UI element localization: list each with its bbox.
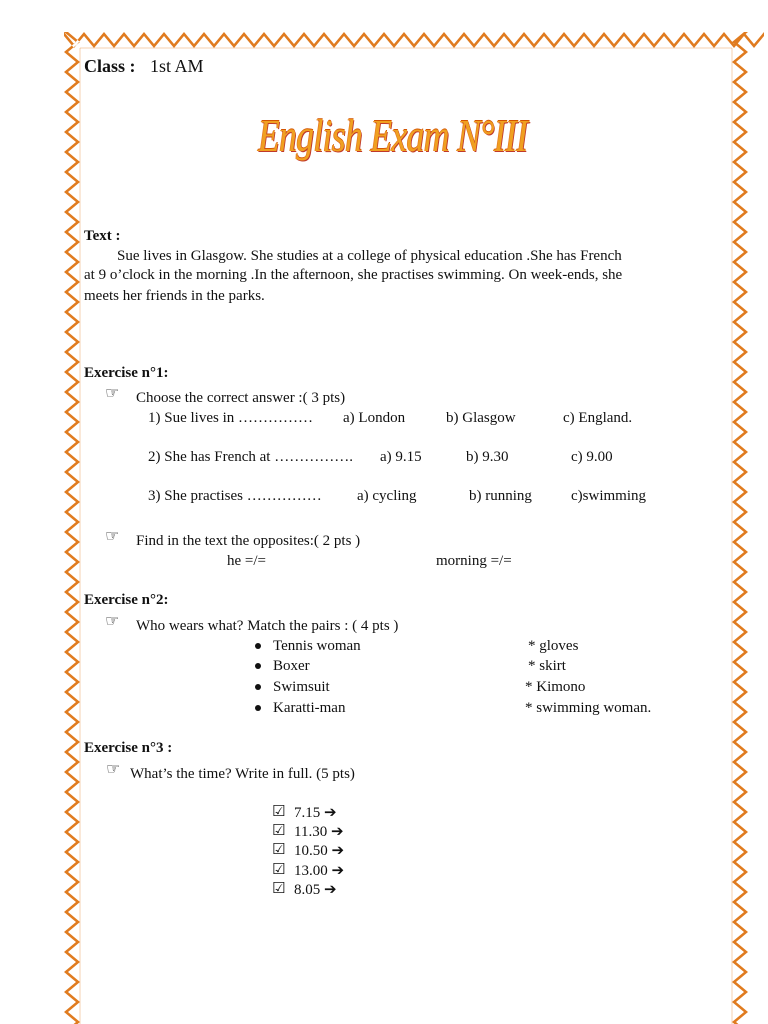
time-item: 7.15 ➔ [294,805,337,821]
class-label: Class : [84,56,136,76]
question-2-option-c: c) 9.00 [571,449,613,465]
match-left-item: Boxer [273,658,310,674]
question-1-option-c: c) England. [563,410,633,426]
checkbox-icon: ☑ [272,802,286,820]
time-item: 11.30 ➔ [294,824,344,840]
question-2-option-a: a) 9.15 [380,449,422,465]
opposite-he: he =/= [227,553,266,569]
text-line-1: Sue lives in Glasgow. She studies at a college of physical education .She has French [117,248,622,264]
pointing-hand-icon: ☞ [105,526,120,545]
text-line-2: at 9 o’clock in the morning .In the afternoon, she practises swimming. On week-ends, she [84,267,623,283]
time-item: 10.50 ➔ [294,843,345,859]
bullet-icon [255,705,261,711]
match-right-item: * gloves [528,638,579,654]
text-heading: Text : [84,228,121,244]
checkbox-icon: ☑ [272,879,286,897]
question-3-option-a: a) cycling [357,488,417,504]
exercise2-instruction: Who wears what? Match the pairs : ( 4 pts ) [136,618,399,634]
pointing-hand-icon: ☞ [106,759,121,778]
exam-title: English Exam N°III [258,110,528,161]
question-1-option-a: a) London [343,410,406,426]
question-1-option-b: b) Glasgow [446,410,516,426]
bullet-icon [255,663,261,669]
checkbox-icon: ☑ [272,840,286,858]
question-2-stem: 2) She has French at ……………. [148,449,353,465]
pointing-hand-icon: ☞ [105,611,120,630]
match-left-item: Tennis woman [273,638,361,654]
time-item: 13.00 ➔ [294,863,345,879]
border-zigzag [64,32,764,1024]
question-1-stem: 1) Sue lives in …………… [148,410,313,426]
match-left-item: Karatti-man [273,700,346,716]
question-3-stem: 3) She practises …………… [148,488,322,504]
exercise1-instruction: Choose the correct answer :( 3 pts) [136,390,346,406]
match-left-item: Swimsuit [273,679,330,695]
question-3-option-c: c)swimming [571,488,646,504]
match-right-item: * swimming woman. [525,700,652,716]
opposite-morning: morning =/= [436,553,512,569]
match-right-item: * skirt [528,658,566,674]
text-line-3: meets her friends in the parks. [84,288,265,304]
exercise1-heading: Exercise n°1: [84,365,169,381]
exercise3-heading: Exercise n°3 : [84,740,173,756]
pointing-hand-icon: ☞ [105,383,120,402]
bullet-icon [255,684,261,690]
exercise2-heading: Exercise n°2: [84,592,169,608]
checkbox-icon: ☑ [272,860,286,878]
question-3-option-b: b) running [469,488,532,504]
match-right-item: * Kimono [525,679,586,695]
time-item: 8.05 ➔ [294,882,337,898]
opposites-instruction: Find in the text the opposites:( 2 pts ) [136,533,361,549]
bullet-icon [255,643,261,649]
exercise3-instruction: What’s the time? Write in full. (5 pts) [130,766,355,782]
question-2-option-b: b) 9.30 [466,449,509,465]
class-value: 1st AM [150,56,204,76]
checkbox-icon: ☑ [272,821,286,839]
